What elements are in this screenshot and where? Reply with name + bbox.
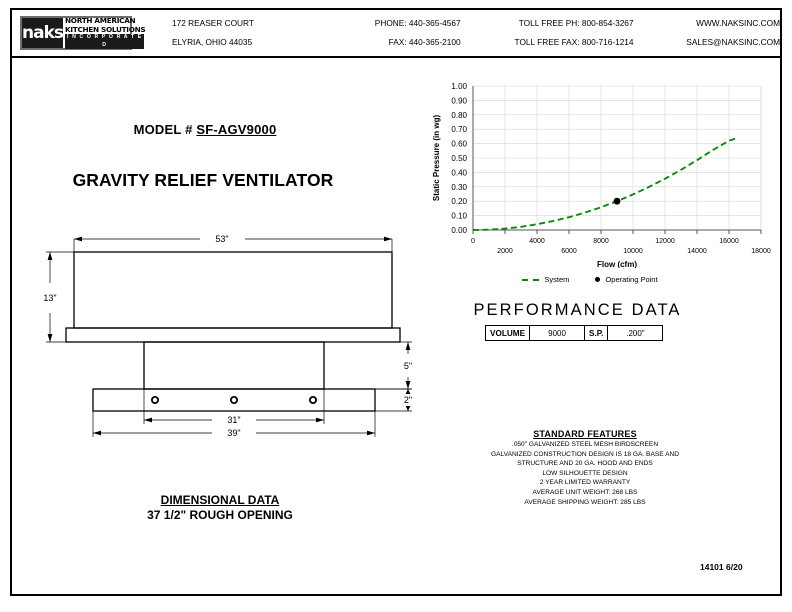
y-axis-label: Static Pressure (in wg) bbox=[432, 114, 441, 202]
chart-legend bbox=[480, 275, 700, 284]
toll-free-phone: TOLL FREE PH: 800-854-3267 bbox=[518, 18, 634, 28]
perf-value-volume: 9000 bbox=[530, 326, 585, 341]
base-plate bbox=[93, 389, 375, 411]
dimension-label-31: 31" bbox=[227, 415, 241, 425]
perf-value-sp: .200" bbox=[608, 326, 663, 341]
email-address[interactable]: SALES@NAKSINC.COM bbox=[686, 37, 781, 47]
feature-item: GALVANIZED CONSTRUCTION DESIGN IS 18 GA. BASE AND bbox=[490, 450, 680, 458]
rough-opening-text: 37 1/2" ROUGH OPENING bbox=[147, 508, 293, 522]
address-line-2: ELYRIA, OHIO 44035 bbox=[172, 37, 253, 47]
y-tick-label: 0.00 bbox=[451, 226, 467, 235]
performance-data-title: PERFORMANCE DATA bbox=[473, 301, 682, 319]
y-tick-label: 0.20 bbox=[451, 197, 467, 207]
x-axis-label: Flow (cfm) bbox=[597, 260, 637, 268]
legend-dash-icon bbox=[522, 279, 539, 281]
standard-features-block bbox=[440, 428, 730, 507]
feature-item: STRUCTURE AND 20 GA. HOOD AND ENDS bbox=[517, 460, 653, 468]
logo-line-kitchen-solutions: KITCHEN SOLUTIONS bbox=[65, 24, 146, 34]
y-tick-label: 0.30 bbox=[451, 182, 467, 192]
dimension-label-5: 5" bbox=[403, 361, 413, 371]
website-url[interactable]: WWW.NAKSINC.COM bbox=[696, 18, 781, 28]
dimensional-drawing bbox=[0, 0, 440, 470]
y-tick-label: 0.60 bbox=[451, 139, 467, 149]
feature-item: 2 YEAR LIMITED WARRANTY bbox=[539, 479, 631, 487]
document-number: 14101 6/20 bbox=[700, 562, 743, 572]
y-tick-label: 0.90 bbox=[451, 96, 467, 106]
x-tick-label: 18000 bbox=[751, 248, 771, 255]
dimension-height-5 bbox=[322, 342, 412, 389]
dimension-label-39: 39" bbox=[227, 428, 241, 438]
x-tick-label: 16000 bbox=[719, 238, 739, 245]
feature-item: AVERAGE UNIT WEIGHT: 268 LBS bbox=[532, 488, 638, 496]
model-number: SF-AGV9000 bbox=[196, 122, 277, 137]
feature-item: AVERAGE SHIPPING WEIGHT: 285 LBS bbox=[524, 498, 646, 506]
toll-free-fax: TOLL FREE FAX: 800-716-1214 bbox=[514, 37, 634, 47]
x-tick-label: 6000 bbox=[561, 248, 577, 255]
x-tick-label: 2000 bbox=[497, 248, 513, 255]
dimension-width-53 bbox=[74, 237, 392, 253]
product-title: GRAVITY RELIEF VENTILATOR bbox=[72, 170, 334, 190]
y-tick-label: 0.80 bbox=[451, 110, 467, 120]
perf-label-sp: S.P. bbox=[585, 326, 608, 341]
logo-mark-naks: naks bbox=[22, 18, 63, 48]
y-tick-label: 0.40 bbox=[451, 168, 467, 178]
dimension-label-2: 2" bbox=[403, 395, 413, 405]
legend-dot-icon bbox=[595, 277, 600, 282]
phone-number: PHONE: 440-365-4567 bbox=[374, 18, 461, 28]
operating-point-marker bbox=[614, 198, 621, 205]
x-tick-label: 10000 bbox=[623, 248, 643, 255]
header-tollfree-block bbox=[475, 13, 634, 53]
table-row bbox=[486, 326, 663, 341]
hood-body bbox=[74, 252, 392, 328]
x-tick-label: 0 bbox=[471, 238, 475, 245]
y-tick-label: 0.70 bbox=[451, 125, 467, 135]
header-web-block bbox=[648, 13, 780, 53]
dimensional-data-caption bbox=[95, 493, 345, 523]
address-line-1: 172 REASER COURT bbox=[172, 18, 254, 28]
hood-flange bbox=[66, 328, 400, 342]
performance-chart bbox=[425, 78, 775, 273]
legend-label-operating-point: Operating Point bbox=[605, 275, 658, 284]
perf-label-volume: VOLUME bbox=[486, 326, 530, 341]
y-tick-label: 0.50 bbox=[451, 154, 467, 163]
y-tick-label: 1.00 bbox=[451, 82, 467, 91]
logo-line-incorporated: I N C O R P O R A T E D bbox=[67, 34, 143, 48]
dimension-label-13: 13" bbox=[43, 293, 57, 303]
x-tick-label: 4000 bbox=[529, 238, 545, 245]
dimensional-data-title: DIMENSIONAL DATA bbox=[160, 493, 280, 507]
x-tick-label: 8000 bbox=[593, 238, 609, 245]
legend-item-operating-point bbox=[595, 275, 657, 284]
feature-item: .050" GALVANIZED STEEL MESH BIRDSCREEN bbox=[511, 441, 659, 448]
model-label: MODEL # bbox=[133, 122, 197, 137]
standard-features-title: STANDARD FEATURES bbox=[533, 429, 637, 439]
curb-neck bbox=[144, 342, 324, 389]
dimension-label-53: 53" bbox=[215, 234, 229, 244]
fax-number: FAX: 440-365-2100 bbox=[388, 37, 461, 47]
logo-line-north-american: NORTH AMERICAN bbox=[65, 16, 136, 25]
y-tick-label: 0.10 bbox=[451, 211, 467, 221]
legend-item-system bbox=[522, 275, 569, 284]
x-tick-label: 12000 bbox=[655, 238, 675, 245]
legend-label-system: System bbox=[544, 275, 570, 284]
performance-data-table bbox=[485, 325, 663, 341]
x-tick-label: 14000 bbox=[687, 248, 707, 255]
mounting-holes bbox=[152, 397, 316, 403]
feature-item: LOW SILHOUETTE DESIGN bbox=[542, 469, 628, 477]
performance-chart-svg bbox=[425, 78, 775, 268]
